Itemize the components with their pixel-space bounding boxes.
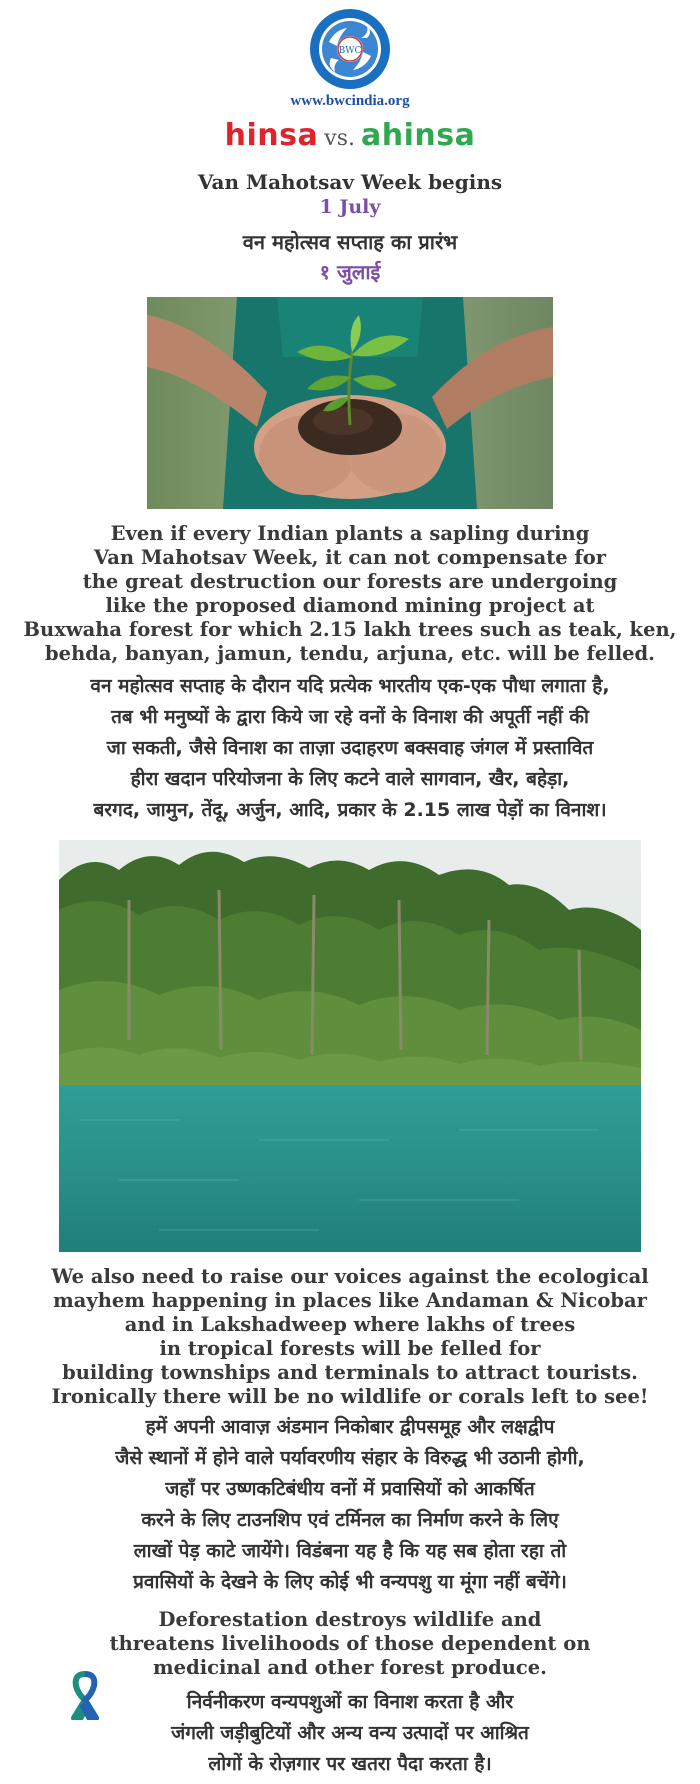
text-line: behda, banyan, jamun, tendu, arjuna, etc. will be felled. xyxy=(45,642,655,665)
text-line: हमें अपनी आवाज़ अंडमान निकोबार द्वीपसमूह और लक्षद्वीप xyxy=(145,1416,555,1438)
section3-english xyxy=(0,1608,700,1680)
date-en: 1 July xyxy=(319,196,381,218)
text-line: like the proposed diamond mining project at xyxy=(105,594,595,617)
text-line: हीरा खदान परियोजना के लिए कटने वाले सागवान, खैर, बहेड़ा, xyxy=(130,768,570,790)
section3-hindi xyxy=(0,1687,700,1780)
text-line: threatens livelihoods of those dependent on xyxy=(109,1632,591,1655)
brand-vs: vs. xyxy=(324,126,355,151)
bwc-logo-icon xyxy=(309,8,391,90)
brand-hinsa: hinsa xyxy=(224,118,319,153)
text-line: करने के लिए टाउनशिप एवं टर्मिनल का निर्माण करने के लिए xyxy=(141,1509,559,1531)
forest-photo xyxy=(59,840,641,1252)
brand-ahinsa: ahinsa xyxy=(360,118,476,153)
text-line: the great destruction our forests are undergoing xyxy=(82,570,618,593)
section2-hindi xyxy=(0,1412,700,1598)
section1-english xyxy=(0,522,700,666)
text-line: Buxwaha forest for which 2.15 lakh trees such as teak, ken, xyxy=(23,618,677,641)
logo-text: BWC xyxy=(338,46,362,56)
text-line: जैसे स्थानों में होने वाले पर्यावरणीय संहार के विरुद्ध भी उठानी होगी, xyxy=(115,1447,585,1469)
text-line: प्रवासियों के देखने के लिए कोई भी वन्यपशु या मूंगा नहीं बचेंगे। xyxy=(133,1571,567,1593)
text-line: We also need to raise our voices against the ecological xyxy=(51,1265,649,1288)
text-line: तब भी मनुष्यों के द्वारा किये जा रहे वनों के विनाश की अपूर्ती नहीं की xyxy=(111,706,589,728)
title-en: Van Mahotsav Week begins xyxy=(197,170,503,194)
date-hi: १ जुलाई xyxy=(319,260,381,284)
section2-english xyxy=(0,1265,700,1409)
text-line: वन महोत्सव सप्ताह के दौरान यदि प्रत्येक भारतीय एक-एक पौधा लगाता है, xyxy=(90,675,610,697)
website-url[interactable]: www.bwcindia.org xyxy=(290,93,410,109)
text-line: लाखों पेड़ काटे जायेंगे। विडंबना यह है कि यह सब होता रहा तो xyxy=(133,1540,567,1562)
text-line: and in Lakshadweep where lakhs of trees xyxy=(124,1313,576,1336)
text-line: Van Mahotsav Week, it can not compensate for xyxy=(93,546,607,569)
text-line: जंगली जड़ीबुटियों और अन्य वन्य उत्पादों पर आश्रित xyxy=(171,1722,529,1744)
text-line: लोगों के रोज़गार पर खतरा पैदा करता है। xyxy=(208,1753,492,1775)
brand-title xyxy=(0,118,700,153)
text-line: in tropical forests will be felled for xyxy=(159,1337,541,1360)
text-line: Ironically there will be no wildlife or corals left to see! xyxy=(51,1385,649,1408)
section1-hindi xyxy=(0,671,700,826)
text-line: बरगद, जामुन, तेंदू, अर्जुन, आदि, प्रकार के 2.15 लाख पेड़ों का विनाश। xyxy=(93,799,607,821)
sapling-photo xyxy=(147,297,553,509)
text-line: जहाँ पर उष्णकटिबंधीय वनों में प्रवासियों को आकर्षित xyxy=(165,1478,535,1500)
text-line: medicinal and other forest produce. xyxy=(153,1656,547,1679)
text-line: building townships and terminals to attract tourists. xyxy=(62,1361,638,1384)
text-line: जा सकती, जैसे विनाश का ताज़ा उदाहरण बक्सवाह जंगल में प्रस्तावित xyxy=(106,737,594,759)
text-line: mayhem happening in places like Andaman & Nicobar xyxy=(53,1289,647,1312)
text-line: Even if every Indian plants a sapling during xyxy=(110,522,590,545)
text-line: निर्वनीकरण वन्यपशुओं का विनाश करता है और xyxy=(186,1691,514,1713)
text-line: Deforestation destroys wildlife and xyxy=(158,1608,542,1631)
title-hi: वन महोत्सव सप्ताह का प्रारंभ xyxy=(242,230,458,254)
